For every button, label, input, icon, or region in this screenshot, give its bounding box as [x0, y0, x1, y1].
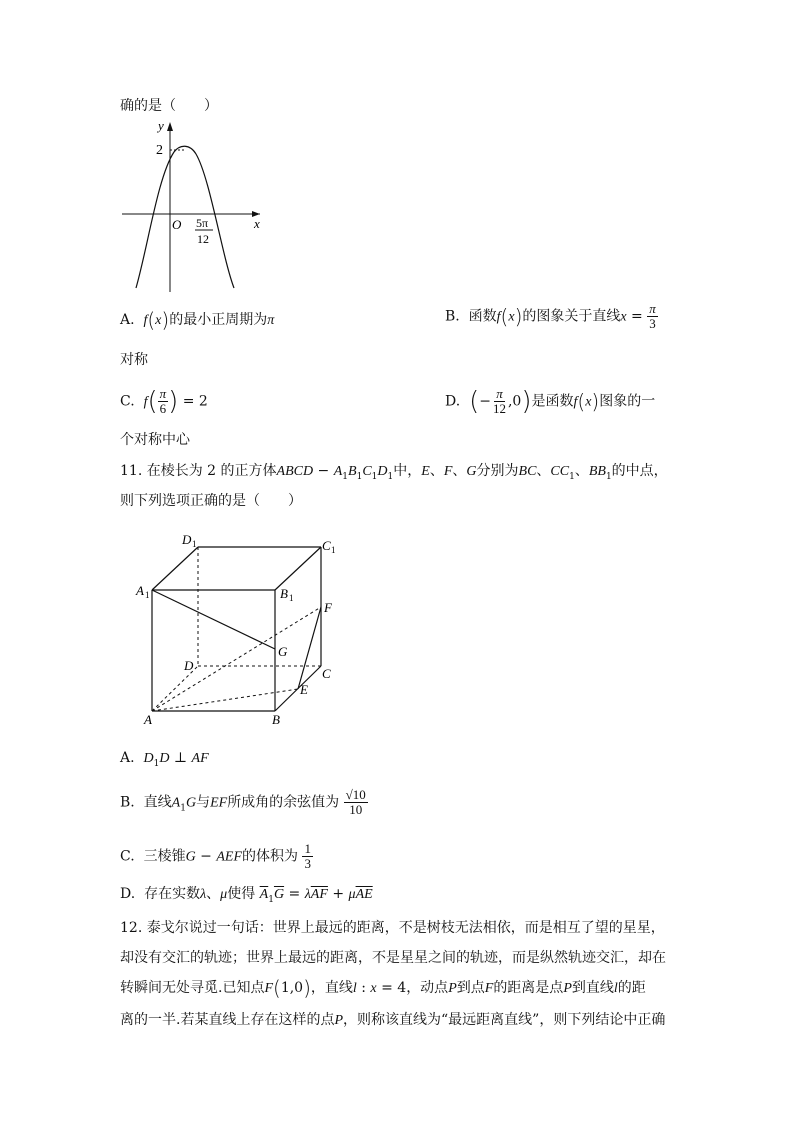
origin-label: O	[172, 217, 182, 232]
y-label: y	[158, 118, 164, 133]
q10-stem: 确的是（ ）	[120, 98, 218, 114]
svg-text:1: 1	[331, 545, 336, 555]
q10-sine-graph	[118, 116, 268, 296]
q10-option-c: C. f( $\frac{\pi}{6}$ ) = 2	[120, 386, 208, 417]
q11-option-b: B. 直线$A_1G$与EF所成角的余弦值为 $\frac{√10}{10}$	[120, 787, 366, 817]
svg-text:1: 1	[192, 539, 197, 549]
q10-option-d-wrap: 个对称中心	[120, 432, 190, 448]
q10-option-d: D. (− $\frac{\pi}{12}$ ,0)是函数f(x)图象的一	[445, 386, 656, 417]
label-B: B	[272, 712, 280, 727]
label-F: F	[324, 600, 332, 615]
label-C: C	[322, 666, 331, 681]
label-D1: D	[182, 532, 192, 547]
x-label: x	[254, 216, 260, 231]
q12-line1: 12. 泰戈尔说过一句话：世界上最远的距离，不是树枝无法相依，而是相互了望的星星，	[120, 920, 665, 936]
label-A: A	[144, 712, 152, 727]
q10-option-b: B. 函数f(x)的图象关于直线x = $\frac{\pi}{3}$	[445, 301, 656, 331]
label-G: G	[278, 644, 288, 659]
tick-den: 12	[197, 232, 209, 246]
q10-option-b-wrap: 对称	[120, 352, 148, 368]
label-A1: A	[136, 583, 144, 598]
tick-num: 5π	[196, 216, 209, 230]
sine-curve	[136, 146, 234, 288]
max-label: 2	[156, 143, 163, 158]
q12-line4: 离的一半.若某直线上存在这样的点P，则称该直线为“最远距离直线”，则下列结论中正确	[120, 1012, 666, 1028]
svg-text:1: 1	[289, 593, 294, 603]
q11-cube-figure	[130, 528, 350, 728]
y-arrow	[167, 122, 173, 131]
q11-stem-line2: 则下列选项正确的是（ ）	[120, 493, 302, 509]
q11-option-a: A. $D_1D$ ⊥ AF	[120, 750, 209, 769]
label-E: E	[300, 682, 308, 697]
q11-stem-line1: 11. 在棱长为 2 的正方体ABCD − $A_1B_1C_1D_1$中，E、F、G分别为BC、$CC_1$、$BB_1$的中点，	[120, 463, 668, 482]
label-C1: C	[322, 538, 331, 553]
q12-line2: 却没有交汇的轨迹；世界上最远的距离，不是星星之间的轨迹，而是纵然轨迹交汇，却在	[120, 950, 666, 966]
label-D: D	[184, 658, 194, 673]
q11-option-d: D. 存在实数λ、μ使得 $\overline{A}_1\overline{G} = \lambda\overline{AF} + \mu\overline{AE}$	[120, 886, 373, 905]
q11-option-c: C. 三棱锥G − AEF的体积为 $\frac{1}{3}$	[120, 841, 311, 871]
q12-line3: 转瞬间无处寻觅.已知点F(1,0)，直线l : x = 4，动点P到点F的距离是点P到直线l的距	[120, 976, 646, 1000]
svg-text:1: 1	[145, 590, 150, 600]
q10-option-a: A. f(x)的最小正周期为π	[120, 308, 275, 332]
label-B1: B	[280, 586, 288, 601]
